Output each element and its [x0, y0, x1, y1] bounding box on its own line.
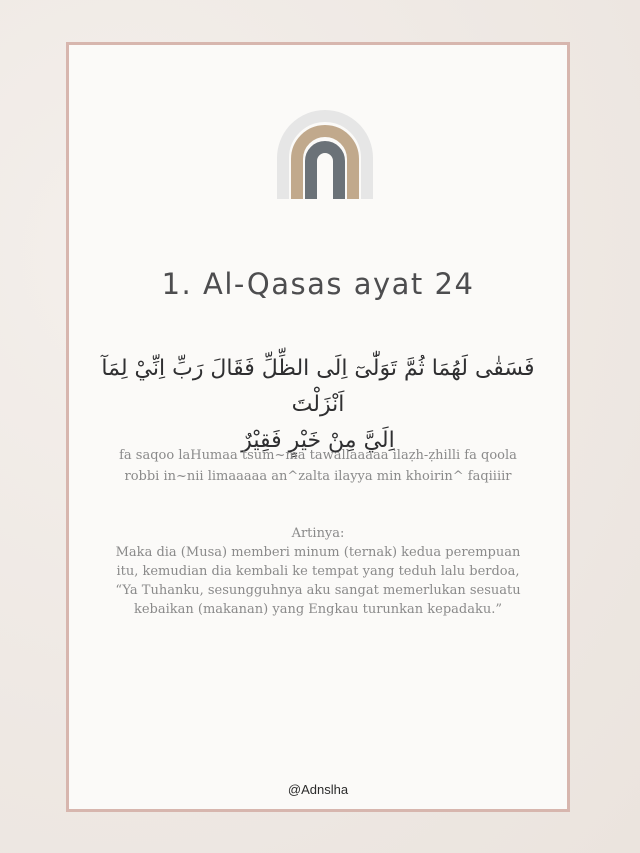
content-card	[66, 42, 570, 812]
arabic-verse	[91, 351, 545, 459]
translation-line-4: kebaikan (makanan) yang Engkau turunkan kepadaku.”	[133, 602, 503, 617]
page-title: 1. Al-Qasas ayat 24	[161, 267, 475, 301]
translation-line-1: Maka dia (Musa) memberi minum (ternak) kedua perempuan	[115, 545, 521, 560]
translation	[99, 524, 537, 619]
transliteration-line-2: robbi in~nii limaaaaa an^zalta ilayya min khoirin^ faqiiiir	[124, 469, 512, 484]
arabic-line-2: اِلَيَّ مِنْ خَيْرٍ فَقِيْرٌ	[241, 428, 395, 453]
author-credit: @Adnslha	[287, 782, 349, 797]
translation-line-3: “Ya Tuhanku, sesungguhnya aku sangat memerlukan sesuatu	[115, 583, 521, 598]
translation-line-2: itu, kemudian dia kembali ke tempat yang teduh lalu berdoa,	[116, 564, 520, 579]
rainbow-icon	[276, 109, 374, 199]
translation-label: Artinya:	[291, 526, 345, 541]
transliteration	[99, 445, 537, 487]
transliteration-line-1: fa saqoo laHumaa tsum~ma tawallaaaaa ilaẓh-ẓhilli fa qoola	[119, 448, 517, 463]
arabic-line-1: فَسَقٰى لَهُمَا ثُمَّ تَوَلّٰىٓ اِلَى الظِّلِّ فَقَالَ رَبِّ اِنِّيْ لِمَآ اَنْزَلْتَ	[101, 356, 535, 417]
